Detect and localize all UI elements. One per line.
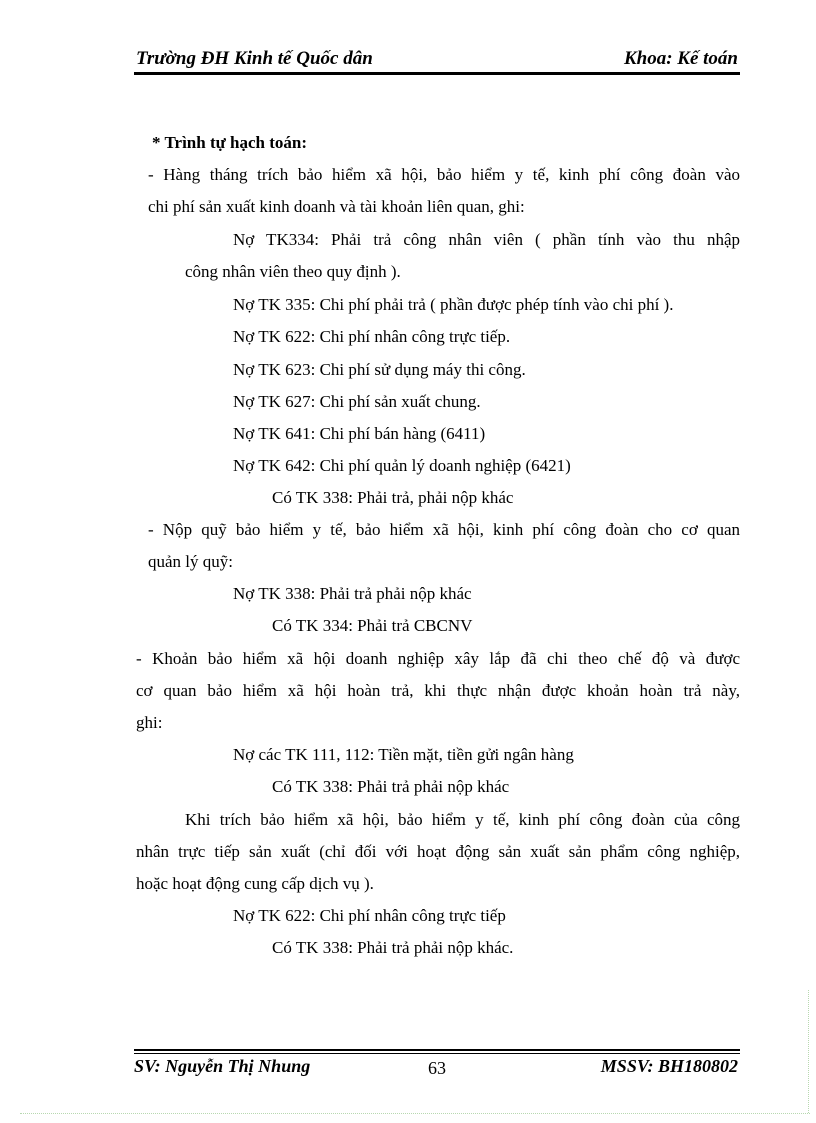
entry-line: Có TK 334: Phải trả CBCNV (272, 616, 473, 635)
entry-line: Nợ TK 335: Chi phí phải trả ( phần được phép tính vào chi phí ). (233, 295, 674, 314)
entry-line: Có TK 338: Phải trả phải nộp khác. (272, 938, 514, 957)
entry-line: Nợ các TK 111, 112: Tiền mặt, tiền gửi ngân hàng (233, 745, 574, 764)
paragraph-line: ghi: (136, 713, 163, 732)
paragraph-line: nhân trực tiếp sản xuất (chỉ đối với hoạt động sản xuất sản phẩm công nghiệp, (136, 842, 740, 861)
entry-line: công nhân viên theo quy định ). (185, 262, 401, 281)
header-faculty: Khoa: Kế toán (623, 48, 738, 69)
page-number: 63 (428, 1058, 446, 1078)
page-boundary (20, 1113, 810, 1114)
section-heading: * Trình tự hạch toán: (152, 133, 308, 152)
paragraph-line: - Nộp quỹ bảo hiểm y tế, bảo hiểm xã hội, kinh phí công đoàn cho cơ quan (148, 520, 740, 539)
footer-rule-thin (134, 1053, 740, 1054)
paragraph-line: hoặc hoạt động cung cấp dịch vụ ). (136, 874, 374, 893)
entry-line: Nợ TK 622: Chi phí nhân công trực tiếp (233, 906, 506, 925)
header-rule (134, 72, 740, 75)
entry-line: Có TK 338: Phải trả phải nộp khác (272, 777, 510, 796)
page-boundary-right (808, 990, 809, 1113)
footer-rule (134, 1049, 740, 1051)
entry-line: Nợ TK 338: Phải trả phải nộp khác (233, 584, 472, 603)
paragraph-line: chi phí sản xuất kinh doanh và tài khoản liên quan, ghi: (148, 197, 525, 216)
entry-line: Nợ TK 622: Chi phí nhân công trực tiếp. (233, 327, 511, 346)
entry-line: Nợ TK334: Phải trả công nhân viên ( phần tính vào thu nhập (233, 230, 740, 249)
paragraph-line: cơ quan bảo hiểm xã hội hoàn trả, khi thực nhận được khoản hoàn trả này, (136, 681, 740, 700)
header-school: Trường ĐH Kinh tế Quốc dân (136, 48, 373, 69)
entry-line: Có TK 338: Phải trả, phải nộp khác (272, 488, 514, 507)
paragraph-line: quản lý quỹ: (148, 552, 233, 571)
entry-line: Nợ TK 642: Chi phí quản lý doanh nghiệp (6421) (233, 456, 571, 475)
entry-line: Nợ TK 641: Chi phí bán hàng (6411) (233, 424, 486, 443)
entry-line: Nợ TK 623: Chi phí sử dụng máy thi công. (233, 360, 526, 379)
paragraph-line: - Hàng tháng trích bảo hiểm xã hội, bảo hiểm y tế, kinh phí công đoàn vào (148, 165, 740, 184)
footer-student: SV: Nguyễn Thị Nhung (134, 1056, 311, 1076)
paragraph-line: Khi trích bảo hiểm xã hội, bảo hiểm y tế, kinh phí công đoàn của công (185, 810, 740, 829)
footer-student-id: MSSV: BH180802 (600, 1056, 738, 1076)
paragraph-line: - Khoản bảo hiểm xã hội doanh nghiệp xây lắp đã chi theo chế độ và được (136, 649, 740, 668)
entry-line: Nợ TK 627: Chi phí sản xuất chung. (233, 392, 481, 411)
